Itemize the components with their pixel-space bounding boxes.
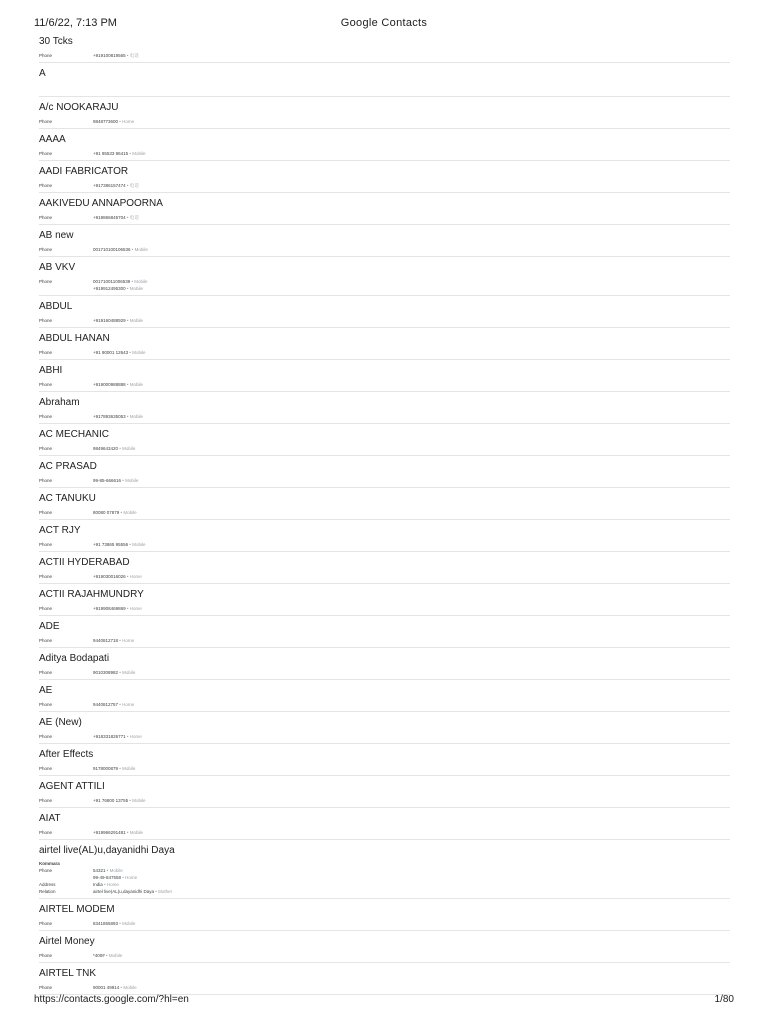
contact-entry[interactable] bbox=[39, 587, 730, 616]
field-value[interactable]: *400# bbox=[93, 953, 105, 958]
contact-field bbox=[39, 381, 730, 388]
field-label: Phone bbox=[39, 510, 53, 515]
contact-name[interactable]: After Effects bbox=[39, 749, 94, 760]
field-type: Home bbox=[122, 702, 135, 707]
field-value[interactable]: 99-85-666616 bbox=[93, 478, 122, 483]
contact-entry[interactable] bbox=[39, 555, 730, 584]
field-values bbox=[93, 52, 139, 59]
field-values bbox=[93, 920, 135, 927]
contact-name[interactable]: AB VKV bbox=[39, 262, 76, 273]
field-value-line bbox=[93, 874, 137, 881]
field-value-line bbox=[93, 349, 146, 356]
separator-dot: • bbox=[102, 882, 107, 887]
contact-name[interactable]: ACT RJY bbox=[39, 525, 81, 536]
contact-entry[interactable] bbox=[39, 132, 730, 161]
field-label: Phone bbox=[39, 215, 53, 220]
contact-name[interactable]: ABDUL HANAN bbox=[39, 333, 110, 344]
field-type: Mobile bbox=[108, 953, 123, 958]
contact-field bbox=[39, 669, 730, 676]
field-value[interactable]: airtel live(AL)u,dayanidhi Daya bbox=[93, 889, 155, 894]
separator-dot: • bbox=[119, 985, 124, 990]
field-label: Phone bbox=[39, 670, 53, 675]
field-values bbox=[93, 984, 137, 991]
separator-dot: • bbox=[130, 247, 135, 252]
contact-entry[interactable] bbox=[39, 491, 730, 520]
contact-entry[interactable] bbox=[39, 363, 730, 392]
contact-name[interactable]: AE bbox=[39, 685, 53, 696]
field-values bbox=[93, 765, 135, 772]
contact-name[interactable]: 30 Tcks bbox=[39, 36, 73, 47]
contact-name[interactable]: AC TANUKU bbox=[39, 493, 96, 504]
field-label: Phone bbox=[39, 638, 53, 643]
field-value[interactable]: 54321 bbox=[93, 868, 106, 873]
separator-dot: • bbox=[104, 953, 109, 958]
contact-field bbox=[39, 118, 730, 125]
contact-entry[interactable] bbox=[39, 811, 730, 840]
field-type: Mother bbox=[158, 889, 173, 894]
contact-field bbox=[39, 477, 730, 484]
contact-field bbox=[39, 509, 730, 516]
print-datetime: 11/6/22, 7:13 PM bbox=[34, 17, 117, 29]
field-label: Phone bbox=[39, 953, 53, 958]
contact-name[interactable]: airtel live(AL)u,dayanidhi Daya bbox=[39, 845, 175, 856]
contact-name[interactable]: ACTII HYDERABAD bbox=[39, 557, 130, 568]
field-values bbox=[93, 214, 139, 221]
contact-field bbox=[39, 182, 730, 189]
field-values bbox=[93, 701, 134, 708]
field-values bbox=[93, 829, 143, 836]
contact-name[interactable]: Aditya Bodapati bbox=[39, 653, 110, 664]
field-label: Phone bbox=[39, 766, 53, 771]
contact-field bbox=[39, 541, 730, 548]
field-type: Home bbox=[129, 734, 142, 739]
contact-name[interactable]: ABDUL bbox=[39, 301, 73, 312]
contact-entry[interactable] bbox=[39, 427, 730, 456]
separator-dot: • bbox=[125, 574, 130, 579]
contact-list bbox=[39, 34, 730, 998]
contact-name[interactable]: AC MECHANIC bbox=[39, 429, 110, 440]
field-values bbox=[93, 182, 139, 189]
separator-dot: • bbox=[118, 702, 123, 707]
separator-dot: • bbox=[130, 279, 135, 284]
field-label: Phone bbox=[39, 542, 53, 547]
contact-field bbox=[39, 829, 730, 836]
field-label: Phone bbox=[39, 183, 53, 188]
contact-entry[interactable] bbox=[39, 523, 730, 552]
field-value[interactable]: +919908469869 bbox=[93, 606, 126, 611]
field-values bbox=[93, 246, 148, 253]
field-type: Home bbox=[129, 606, 142, 611]
contact-field bbox=[39, 765, 730, 772]
field-values bbox=[93, 573, 142, 580]
contact-field bbox=[39, 605, 730, 612]
field-value[interactable]: +91 76800 13755 bbox=[93, 798, 129, 803]
field-values bbox=[93, 541, 146, 548]
field-type: Mobile bbox=[134, 279, 148, 284]
contact-entry[interactable] bbox=[39, 459, 730, 488]
field-values bbox=[93, 278, 148, 292]
page-number: 1/80 bbox=[714, 994, 734, 1005]
contact-entry[interactable] bbox=[39, 747, 730, 776]
contact-field bbox=[39, 349, 730, 356]
contact-name[interactable]: AADI FABRICATOR bbox=[39, 166, 129, 177]
contact-field bbox=[39, 445, 730, 452]
field-type: Mobile bbox=[129, 286, 144, 291]
contact-entry[interactable] bbox=[39, 34, 730, 63]
page-title: Google Contacts bbox=[340, 17, 428, 29]
field-type: Mobile bbox=[129, 318, 144, 323]
field-value-line bbox=[93, 445, 135, 452]
field-value[interactable]: 9010308982 bbox=[93, 670, 119, 675]
field-value[interactable]: +91 73865 95556 bbox=[93, 542, 129, 547]
empty-contact-spacer bbox=[39, 84, 730, 93]
field-value[interactable]: +919866845704 bbox=[93, 215, 126, 220]
field-value[interactable]: 9848773600 bbox=[93, 119, 119, 124]
separator-dot: • bbox=[118, 638, 123, 643]
field-value-line bbox=[93, 118, 134, 125]
contact-name[interactable]: AIRTEL MODEM bbox=[39, 904, 115, 915]
field-value-line bbox=[93, 952, 122, 959]
field-values bbox=[93, 413, 143, 420]
separator-dot: • bbox=[128, 542, 133, 547]
field-value-line bbox=[93, 413, 143, 420]
field-value-line bbox=[93, 669, 135, 676]
contact-name[interactable]: AAAA bbox=[39, 134, 66, 145]
contact-entry[interactable] bbox=[39, 619, 730, 648]
separator-dot: • bbox=[125, 183, 130, 188]
field-value[interactable]: 9178000879 bbox=[93, 766, 119, 771]
field-values bbox=[93, 637, 134, 644]
field-value-line bbox=[93, 881, 119, 888]
contact-entry[interactable] bbox=[39, 331, 730, 360]
field-label: Phone bbox=[39, 279, 53, 284]
field-values bbox=[93, 952, 122, 959]
contact-field bbox=[39, 214, 730, 221]
field-label: Phone bbox=[39, 119, 53, 124]
field-values bbox=[93, 477, 138, 484]
field-value-line bbox=[93, 733, 142, 740]
contact-field bbox=[39, 150, 730, 157]
field-label: Phone bbox=[39, 606, 53, 611]
field-type: Mobile bbox=[122, 670, 136, 675]
field-values bbox=[93, 118, 134, 125]
field-label: Phone bbox=[39, 318, 53, 323]
contact-field bbox=[39, 317, 730, 324]
contact-entry[interactable] bbox=[39, 966, 730, 995]
field-type: Home bbox=[125, 875, 138, 880]
contact-entry[interactable] bbox=[39, 66, 730, 97]
separator-dot: • bbox=[125, 215, 130, 220]
separator-dot: • bbox=[119, 510, 124, 515]
contact-name[interactable]: AE (New) bbox=[39, 717, 82, 728]
field-value-line bbox=[93, 637, 134, 644]
field-type: 电话 bbox=[129, 53, 139, 58]
contact-field bbox=[39, 246, 730, 253]
contact-entry[interactable] bbox=[39, 779, 730, 808]
field-values bbox=[93, 445, 135, 452]
field-value[interactable]: 9849643420 bbox=[93, 446, 119, 451]
contact-field bbox=[39, 701, 730, 708]
contact-entry[interactable] bbox=[39, 651, 730, 680]
separator-dot: • bbox=[125, 53, 130, 58]
field-value-line bbox=[93, 246, 148, 253]
separator-dot: • bbox=[125, 414, 130, 419]
field-label: Phone bbox=[39, 868, 53, 873]
field-values bbox=[93, 881, 119, 888]
contact-entry[interactable] bbox=[39, 715, 730, 744]
separator-dot: • bbox=[125, 830, 130, 835]
contact-entry[interactable] bbox=[39, 299, 730, 328]
field-type: Mobile bbox=[125, 478, 139, 483]
field-values bbox=[93, 150, 146, 157]
contact-name[interactable]: AGENT ATTILI bbox=[39, 781, 105, 792]
field-value[interactable]: 99-49-847558 bbox=[93, 875, 122, 880]
contact-entry[interactable] bbox=[39, 260, 730, 296]
field-value[interactable]: 001710011006539 bbox=[93, 279, 131, 284]
field-value[interactable]: 9440812718 bbox=[93, 638, 119, 643]
separator-dot: • bbox=[125, 318, 130, 323]
field-label: Address bbox=[39, 882, 56, 887]
field-type: Mobile bbox=[132, 151, 146, 156]
field-label: Phone bbox=[39, 798, 53, 803]
contact-name[interactable]: AIAT bbox=[39, 813, 61, 824]
separator-dot: • bbox=[125, 286, 130, 291]
separator-dot: • bbox=[118, 921, 123, 926]
field-type: Mobile bbox=[123, 985, 137, 990]
contact-note: Kommara bbox=[39, 861, 60, 866]
contact-field bbox=[39, 278, 730, 292]
contact-field bbox=[39, 637, 730, 644]
field-value-line bbox=[93, 214, 139, 221]
field-value[interactable]: +919912495300 bbox=[93, 286, 126, 291]
contact-field bbox=[39, 881, 730, 888]
field-value-line bbox=[93, 765, 135, 772]
contact-field bbox=[39, 573, 730, 580]
field-value-line bbox=[93, 182, 139, 189]
separator-dot: • bbox=[118, 446, 123, 451]
field-type: Mobile bbox=[129, 830, 144, 835]
field-type: Mobile bbox=[132, 542, 146, 547]
field-label: Phone bbox=[39, 574, 53, 579]
contact-entry[interactable] bbox=[39, 902, 730, 931]
field-values bbox=[93, 797, 146, 804]
page-url: https://contacts.google.com/?hl=en bbox=[34, 994, 189, 1005]
field-value-line bbox=[93, 867, 137, 874]
contact-field bbox=[39, 952, 730, 959]
contact-field bbox=[39, 413, 730, 420]
field-value[interactable]: +919100819565 bbox=[93, 53, 126, 58]
print-footer bbox=[34, 994, 734, 1008]
separator-dot: • bbox=[118, 670, 123, 675]
contact-name[interactable]: A bbox=[39, 68, 46, 79]
contact-field bbox=[39, 52, 730, 59]
field-value-line bbox=[93, 477, 138, 484]
contact-name[interactable]: Abraham bbox=[39, 397, 80, 408]
field-label: Phone bbox=[39, 382, 53, 387]
field-type: Home bbox=[122, 119, 135, 124]
contact-field bbox=[39, 867, 730, 881]
field-label: Phone bbox=[39, 702, 53, 707]
field-values bbox=[93, 669, 135, 676]
contact-field bbox=[39, 984, 730, 991]
field-type: Mobile bbox=[123, 510, 137, 515]
separator-dot: • bbox=[118, 119, 123, 124]
contact-entry[interactable] bbox=[39, 395, 730, 424]
field-label: Phone bbox=[39, 151, 53, 156]
field-label: Phone bbox=[39, 414, 53, 419]
contact-entry[interactable] bbox=[39, 934, 730, 963]
field-type: 电话 bbox=[129, 215, 139, 220]
contact-name[interactable]: ABHI bbox=[39, 365, 63, 376]
field-value[interactable]: India bbox=[93, 882, 103, 887]
contact-name[interactable]: Airtel Money bbox=[39, 936, 95, 947]
contact-field bbox=[39, 888, 730, 895]
field-value[interactable]: +919966291481 bbox=[93, 830, 126, 835]
contact-field bbox=[39, 733, 730, 740]
separator-dot: • bbox=[121, 478, 126, 483]
field-value[interactable]: 8341855893 bbox=[93, 921, 119, 926]
field-type: Home bbox=[129, 574, 142, 579]
print-header bbox=[34, 17, 734, 31]
field-value-line bbox=[93, 573, 142, 580]
field-label: Phone bbox=[39, 350, 53, 355]
field-value-line bbox=[93, 317, 143, 324]
contact-field bbox=[39, 920, 730, 927]
separator-dot: • bbox=[125, 734, 130, 739]
field-label: Phone bbox=[39, 734, 53, 739]
field-label: Phone bbox=[39, 53, 53, 58]
field-value-line bbox=[93, 52, 139, 59]
field-values bbox=[93, 381, 143, 388]
field-value-line bbox=[93, 797, 146, 804]
field-type: Mobile bbox=[129, 414, 144, 419]
field-values bbox=[93, 867, 137, 881]
field-value[interactable]: +917386157474 bbox=[93, 183, 126, 188]
separator-dot: • bbox=[121, 875, 126, 880]
field-value[interactable]: +91 95533 96415 bbox=[93, 151, 129, 156]
contact-entry[interactable] bbox=[39, 164, 730, 193]
field-value-line bbox=[93, 605, 142, 612]
field-value-line bbox=[93, 150, 146, 157]
field-type: Mobile bbox=[122, 766, 136, 771]
field-type: Mobile bbox=[122, 921, 136, 926]
field-type: Home bbox=[122, 638, 135, 643]
separator-dot: • bbox=[118, 766, 123, 771]
field-label: Phone bbox=[39, 446, 53, 451]
field-values bbox=[93, 509, 137, 516]
field-type: Mobile bbox=[134, 247, 148, 252]
field-value[interactable]: +91 90001 12643 bbox=[93, 350, 129, 355]
field-values bbox=[93, 888, 172, 895]
field-value[interactable]: +919030016026 bbox=[93, 574, 126, 579]
contact-name[interactable]: ADE bbox=[39, 621, 60, 632]
contact-name[interactable]: A/c NOOKARAJU bbox=[39, 102, 119, 113]
field-value[interactable]: +919160488929 bbox=[93, 318, 126, 323]
contact-name[interactable]: ACTII RAJAHMUNDRY bbox=[39, 589, 144, 600]
separator-dot: • bbox=[125, 606, 130, 611]
contact-entry[interactable] bbox=[39, 843, 730, 899]
field-value[interactable]: +918331826771 bbox=[93, 734, 126, 739]
field-value[interactable]: 90001 49914 bbox=[93, 985, 120, 990]
field-type: Mobile bbox=[129, 382, 144, 387]
field-value-line bbox=[93, 701, 134, 708]
field-label: Phone bbox=[39, 247, 53, 252]
field-values bbox=[93, 317, 143, 324]
field-label: Phone bbox=[39, 830, 53, 835]
separator-dot: • bbox=[128, 798, 133, 803]
field-value-line bbox=[93, 381, 143, 388]
field-label: Phone bbox=[39, 921, 53, 926]
field-value-line bbox=[93, 920, 135, 927]
field-label: Phone bbox=[39, 985, 53, 990]
field-value-line bbox=[93, 509, 137, 516]
field-type: 电话 bbox=[129, 183, 139, 188]
separator-dot: • bbox=[125, 382, 130, 387]
contact-name[interactable]: AB new bbox=[39, 230, 74, 241]
field-value[interactable]: 80080 07879 bbox=[93, 510, 120, 515]
contact-field bbox=[39, 797, 730, 804]
field-value[interactable]: +919000988888 bbox=[93, 382, 126, 387]
separator-dot: • bbox=[154, 889, 159, 894]
contact-entry[interactable] bbox=[39, 683, 730, 712]
contact-name[interactable]: AIRTEL TNK bbox=[39, 968, 97, 979]
field-value-line bbox=[93, 541, 146, 548]
field-label: Relation bbox=[39, 889, 56, 894]
field-label: Phone bbox=[39, 478, 53, 483]
field-values bbox=[93, 733, 142, 740]
field-value[interactable]: 001710100106536 bbox=[93, 247, 131, 252]
field-value-line bbox=[93, 888, 172, 895]
field-value-line bbox=[93, 984, 137, 991]
field-type: Mobile bbox=[132, 350, 146, 355]
field-type: Mobile bbox=[122, 446, 136, 451]
contact-name[interactable]: AC PRASAD bbox=[39, 461, 97, 472]
field-value[interactable]: +917893635053 bbox=[93, 414, 126, 419]
field-values bbox=[93, 605, 142, 612]
field-value[interactable]: 9440812757 bbox=[93, 702, 119, 707]
field-value-line bbox=[93, 285, 148, 292]
field-type: Mobile bbox=[132, 798, 146, 803]
separator-dot: • bbox=[128, 350, 133, 355]
separator-dot: • bbox=[105, 868, 110, 873]
field-type: Home bbox=[106, 882, 119, 887]
field-value-line bbox=[93, 278, 148, 285]
contact-entry[interactable] bbox=[39, 196, 730, 225]
separator-dot: • bbox=[128, 151, 133, 156]
field-type: Mobile bbox=[109, 868, 123, 873]
contact-entry[interactable] bbox=[39, 228, 730, 257]
contact-name[interactable]: AAKIVEDU ANNAPOORNA bbox=[39, 198, 163, 209]
field-value-line bbox=[93, 829, 143, 836]
field-values bbox=[93, 349, 146, 356]
contact-entry[interactable] bbox=[39, 100, 730, 129]
